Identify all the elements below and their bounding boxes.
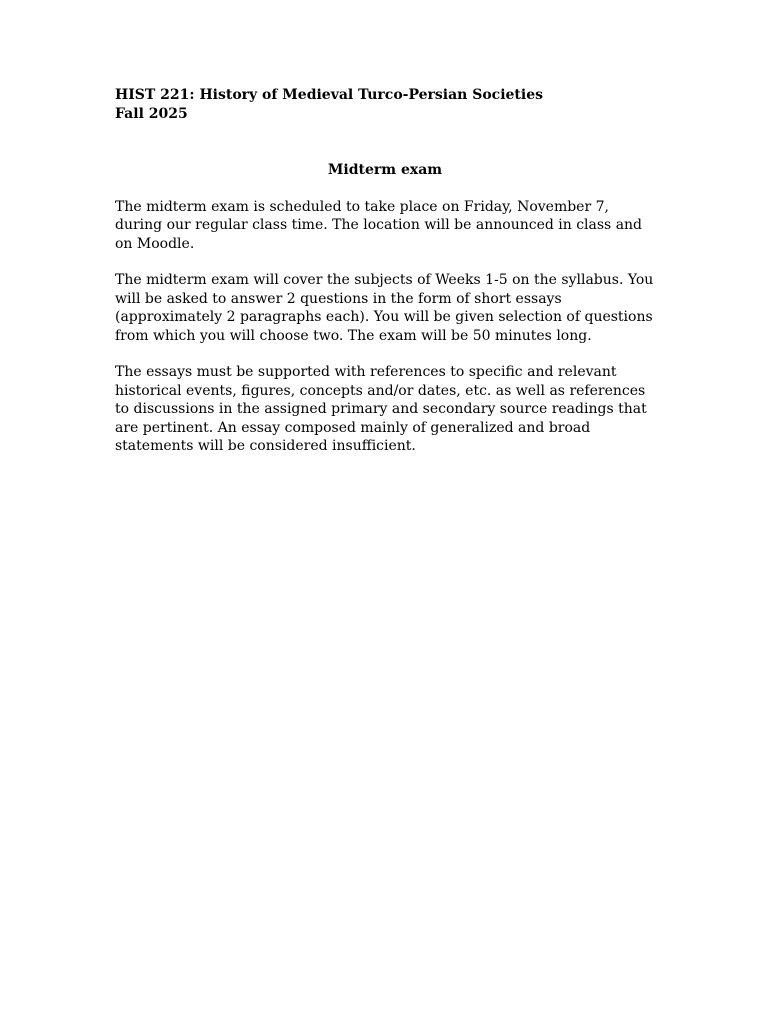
exam-title: Midterm exam xyxy=(327,162,443,178)
paragraph-schedule: The midterm exam is scheduled to take place on Friday, November 7, during our regular class time. The location will be announced in class and on Moodle. xyxy=(115,198,643,252)
document-body xyxy=(115,86,665,456)
course-title: HIST 221: History of Medieval Turco-Persian Societies xyxy=(115,87,544,103)
term-label: Fall 2025 xyxy=(115,105,188,122)
paragraph-requirements: The essays must be supported with references to specific and relevant historical events, figures, concepts and/or dates, etc. as well as references to discussions in the assigned primary and secondary source readings that are pertinent. An essay composed mainly of generalized and broad statements will be considered insufficient. xyxy=(115,364,647,454)
paragraph-coverage: The midterm exam will cover the subjects of Weeks 1-5 on the syllabus. You will be asked to answer 2 questions in the form of short essays (approximately 2 paragraphs each). You will be given selection of questions from which you will choose two. The exam will be 50 minutes long. xyxy=(115,272,654,344)
